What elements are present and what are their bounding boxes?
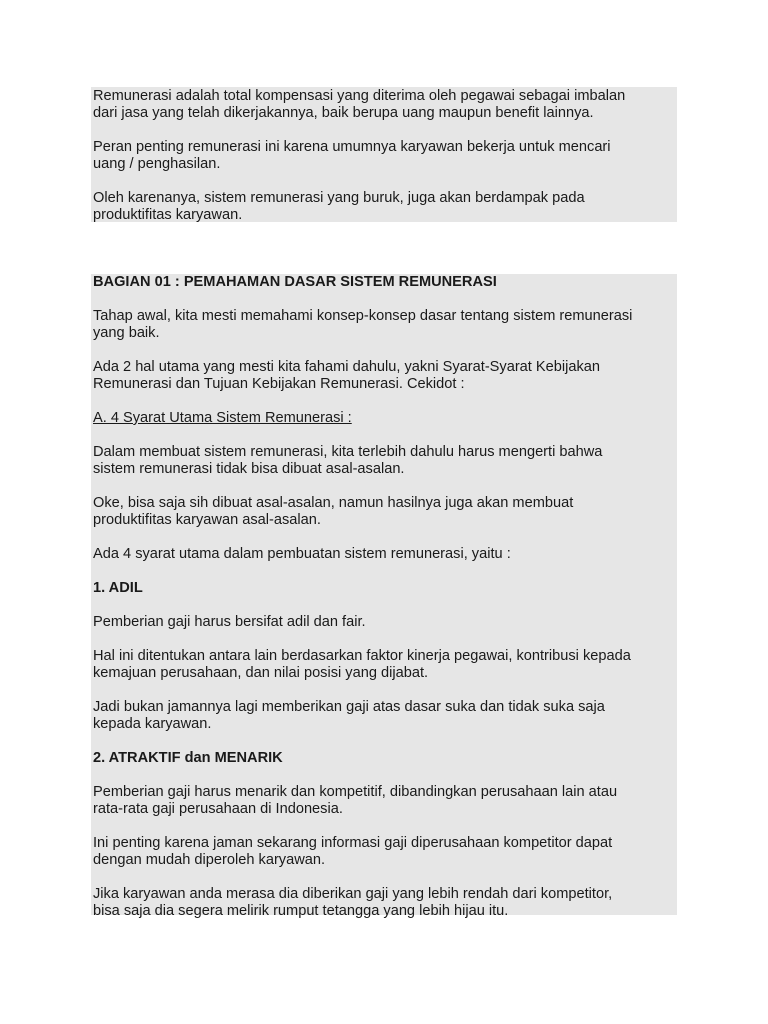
section-block <box>91 274 677 919</box>
intro-paragraph-1: Remunerasi adalah total kompensasi yang diterima oleh pegawai sebagai imbalan dari jasa yang telah dikerjakannya, baik berupa uang maupun benefit lainnya. <box>93 88 626 121</box>
item-1-paragraph-1: Pemberian gaji harus bersifat adil dan fair. <box>93 614 366 630</box>
section-heading: BAGIAN 01 : PEMAHAMAN DASAR SISTEM REMUNERASI <box>93 274 497 290</box>
item-2-paragraph-3: Jika karyawan anda merasa dia diberikan gaji yang lebih rendah dari kompetitor, bisa saja dia segera melirik rumput tetangga yang lebih hijau itu. <box>93 886 613 919</box>
section-subheading: A. 4 Syarat Utama Sistem Remunerasi : <box>93 410 352 426</box>
section-paragraph-1: Tahap awal, kita mesti memahami konsep-konsep dasar tentang sistem remunerasi yang baik. <box>93 308 633 341</box>
item-2-paragraph-2: Ini penting karena jaman sekarang informasi gaji diperusahaan kompetitor dapat dengan mudah diperoleh karyawan. <box>93 835 613 868</box>
item-2-title: 2. ATRAKTIF dan MENARIK <box>93 750 283 766</box>
intro-paragraph-2: Peran penting remunerasi ini karena umumnya karyawan bekerja untuk mencari uang / penghasilan. <box>93 139 611 172</box>
section-paragraph-5: Ada 4 syarat utama dalam pembuatan sistem remunerasi, yaitu : <box>93 546 511 562</box>
item-1-title: 1. ADIL <box>93 580 143 596</box>
intro-paragraph-3: Oleh karenanya, sistem remunerasi yang buruk, juga akan berdampak pada produktifitas karyawan. <box>93 190 585 223</box>
section-paragraph-2: Ada 2 hal utama yang mesti kita fahami dahulu, yakni Syarat-Syarat Kebijakan Remunerasi dan Tujuan Kebijakan Remunerasi. Cekidot : <box>93 359 601 392</box>
item-1-paragraph-2: Hal ini ditentukan antara lain berdasarkan faktor kinerja pegawai, kontribusi kepada kemajuan perusahaan, dan nilai posisi yang dijabat. <box>93 648 631 681</box>
item-2-paragraph-1: Pemberian gaji harus menarik dan kompetitif, dibandingkan perusahaan lain atau rata-rata gaji perusahaan di Indonesia. <box>93 784 618 817</box>
intro-block <box>91 87 677 222</box>
section-paragraph-3: Dalam membuat sistem remunerasi, kita terlebih dahulu harus mengerti bahwa sistem remunerasi tidak bisa dibuat asal-asalan. <box>93 444 603 477</box>
section-paragraph-4: Oke, bisa saja sih dibuat asal-asalan, namun hasilnya juga akan membuat produktifitas karyawan asal-asalan. <box>93 495 574 528</box>
item-1-paragraph-3: Jadi bukan jamannya lagi memberikan gaji atas dasar suka dan tidak suka saja kepada karyawan. <box>93 699 605 732</box>
